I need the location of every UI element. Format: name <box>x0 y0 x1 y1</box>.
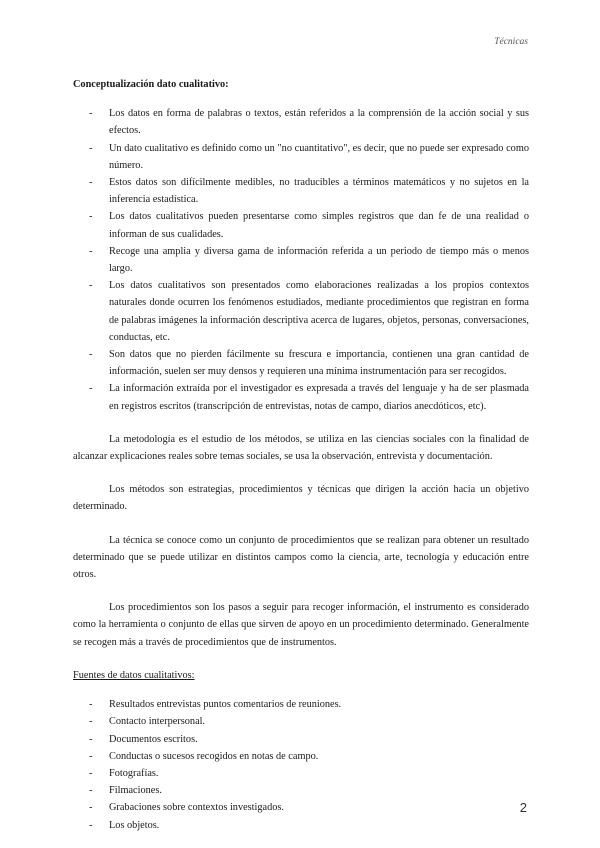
document-body <box>73 76 529 834</box>
paragraph-tecnica: La técnica se conoce como un conjunto de procedimientos que se realizan para obtener un resultado determinado que se puede utilizar en distintos campos como la ciencia, arte, tecnología y educación entre otros. <box>73 534 529 581</box>
dash-marker: - <box>89 716 93 728</box>
conceptualizacion-list <box>73 105 529 415</box>
section-title-fuentes: Fuentes de datos cualitativos: <box>73 669 195 681</box>
dash-marker: - <box>89 785 93 797</box>
section-title-conceptualizacion: Conceptualización dato cualitativo: <box>73 79 229 90</box>
dash-marker: - <box>89 802 93 814</box>
dash-marker: - <box>89 349 93 361</box>
list-item: - Un dato cualitativo es definido como un "no cuantitativo", es decir, que no puede ser expresado como número. <box>73 140 529 174</box>
dash-marker: - <box>89 142 93 154</box>
dash-marker: - <box>89 819 93 831</box>
dash-marker: - <box>89 177 93 189</box>
dash-marker: - <box>89 750 93 762</box>
dash-marker: - <box>89 108 93 120</box>
list-item: - Conductas o sucesos recogidos en notas de campo. <box>73 748 529 765</box>
list-item: - Filmaciones. <box>73 782 529 799</box>
list-item: - Resultados entrevistas puntos comentarios de reuniones. <box>73 696 529 713</box>
dash-marker: - <box>89 211 93 223</box>
list-item: - Los datos en forma de palabras o textos, están referidos a la comprensión de la acción social y sus efectos. <box>73 105 529 139</box>
list-item: - Estos datos son difícilmente medibles, no traducibles a términos matemáticos y no sujetos en la inferencia estadística. <box>73 174 529 208</box>
list-item: - Documentos escritos. <box>73 731 529 748</box>
list-item: - Fotografías. <box>73 765 529 782</box>
list-item: - Los datos cualitativos pueden presentarse como simples registros que dan fe de una realidad o informan de sus cualidades. <box>73 208 529 242</box>
dash-marker: - <box>89 733 93 745</box>
list-item: - Los datos cualitativos son presentados como elaboraciones realizadas a los propios contextos naturales donde ocurren los fenómenos estudiados, mediante procedimientos que registran en forma de palabras imágenes la información descriptiva acerca de lugares, objetos, personas, conversaciones, conductas, etc. <box>73 277 529 346</box>
list-item: - Son datos que no pierden fácilmente su frescura e importancia, contienen una gran cantidad de información, suelen ser muy densos y requieren una mínima instrumentación para ser recogidos. <box>73 346 529 380</box>
list-item: - La información extraída por el investigador es expresada a través del lenguaje y ha de ser plasmada en registros escritos (transcripción de entrevistas, notas de campo, diarios anecdóticos, etc). <box>73 380 529 414</box>
dash-marker: - <box>89 245 93 257</box>
paragraph-metodologia: La metodología es el estudio de los métodos, se utiliza en las ciencias sociales con la finalidad de alcanzar explicaciones reales sobre temas sociales, se usa la observación, entrevista y documentación. <box>73 433 529 463</box>
page-number: 2 <box>519 800 527 815</box>
paragraph-metodos: Los métodos son estrategias, procedimientos y técnicas que dirigen la acción hacia un objetivo determinado. <box>73 484 529 513</box>
list-item: - Los objetos. <box>73 817 529 834</box>
list-item: - Contacto interpersonal. <box>73 713 529 730</box>
dash-marker: - <box>89 280 93 292</box>
dash-marker: - <box>89 699 93 711</box>
dash-marker: - <box>89 383 93 395</box>
running-header: Técnicas <box>494 37 528 47</box>
dash-marker: - <box>89 767 93 779</box>
fuentes-list <box>73 696 529 834</box>
paragraph-procedimientos: Los procedimientos son los pasos a seguir para recoger información, el instrumento es considerado como la herramienta o conjunto de ellas que sirven de apoyo en un procedimiento determinado. Generalmente se recogen más a través de procedimientos que de instrumentos. <box>73 602 529 648</box>
list-item: - Recoge una amplia y diversa gama de información referida a un periodo de tiempo más o menos largo. <box>73 243 529 277</box>
list-item: - Grabaciones sobre contextos investigados. <box>73 799 529 816</box>
